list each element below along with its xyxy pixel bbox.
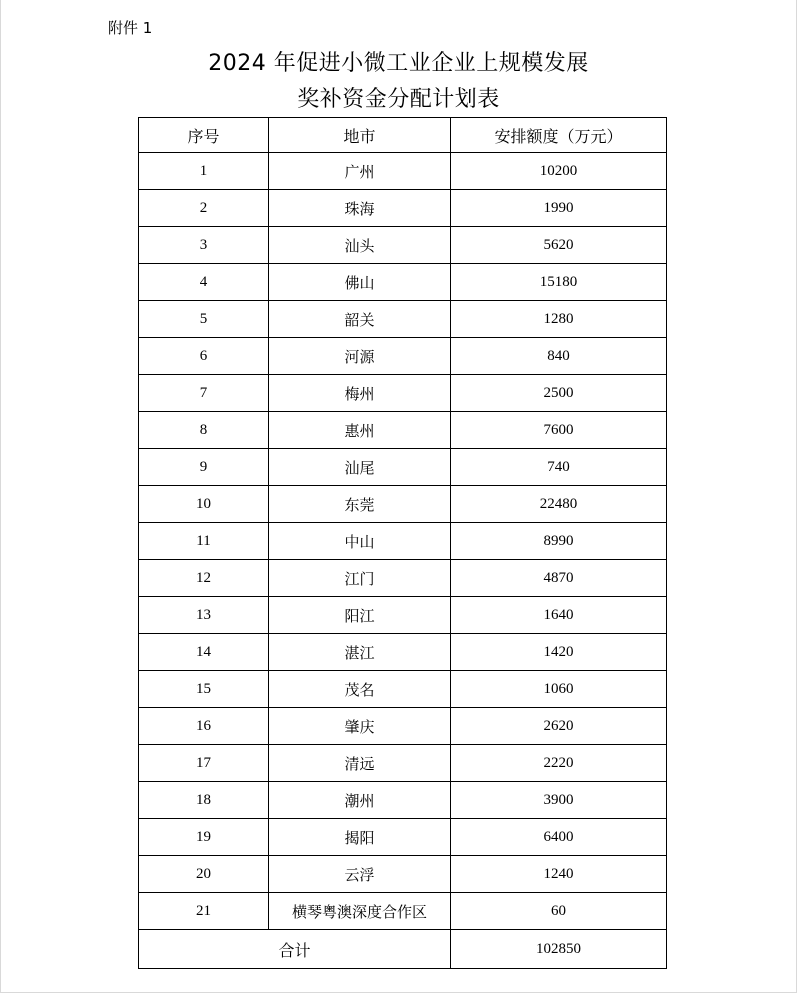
row-serial-number: 3 — [139, 227, 269, 264]
row-amount: 10200 — [451, 153, 667, 190]
table-row — [139, 227, 667, 264]
table-row — [139, 523, 667, 560]
header-serial-number: 序号 — [139, 118, 269, 153]
table-header-row — [139, 118, 667, 153]
row-amount: 8990 — [451, 523, 667, 560]
row-amount: 1420 — [451, 634, 667, 671]
row-serial-number: 11 — [139, 523, 269, 560]
row-serial-number: 14 — [139, 634, 269, 671]
row-serial-number: 13 — [139, 597, 269, 634]
row-city: 潮州 — [269, 782, 451, 819]
table-row — [139, 375, 667, 412]
table-row — [139, 412, 667, 449]
row-amount: 4870 — [451, 560, 667, 597]
row-serial-number: 17 — [139, 745, 269, 782]
row-amount: 1280 — [451, 301, 667, 338]
row-serial-number: 20 — [139, 856, 269, 893]
table-row — [139, 301, 667, 338]
row-amount: 2500 — [451, 375, 667, 412]
row-amount: 6400 — [451, 819, 667, 856]
row-city: 云浮 — [269, 856, 451, 893]
row-serial-number: 1 — [139, 153, 269, 190]
row-city: 清远 — [269, 745, 451, 782]
row-serial-number: 4 — [139, 264, 269, 301]
table-row — [139, 597, 667, 634]
row-serial-number: 8 — [139, 412, 269, 449]
row-amount: 1060 — [451, 671, 667, 708]
table-row — [139, 856, 667, 893]
row-serial-number: 18 — [139, 782, 269, 819]
table-body — [139, 153, 667, 969]
document-title-line-1: 2024 年促进小微工业企业上规模发展 — [208, 51, 589, 76]
row-serial-number: 15 — [139, 671, 269, 708]
row-amount: 2220 — [451, 745, 667, 782]
row-amount: 22480 — [451, 486, 667, 523]
row-city: 汕头 — [269, 227, 451, 264]
row-amount: 1240 — [451, 856, 667, 893]
total-label: 合计 — [139, 930, 451, 969]
row-serial-number: 2 — [139, 190, 269, 227]
attachment-label: 附件 1 — [108, 19, 153, 37]
row-serial-number: 12 — [139, 560, 269, 597]
document-title-line-2: 奖补资金分配计划表 — [297, 87, 500, 112]
row-city: 河源 — [269, 338, 451, 375]
table-row — [139, 819, 667, 856]
row-amount: 2620 — [451, 708, 667, 745]
row-serial-number: 5 — [139, 301, 269, 338]
row-amount: 740 — [451, 449, 667, 486]
row-amount: 840 — [451, 338, 667, 375]
row-amount: 15180 — [451, 264, 667, 301]
table-row — [139, 338, 667, 375]
row-serial-number: 9 — [139, 449, 269, 486]
table-row — [139, 560, 667, 597]
row-city: 东莞 — [269, 486, 451, 523]
row-city: 汕尾 — [269, 449, 451, 486]
table-row — [139, 745, 667, 782]
table-total-row — [139, 930, 667, 969]
row-serial-number: 16 — [139, 708, 269, 745]
header-amount: 安排额度（万元） — [451, 118, 667, 153]
table-row — [139, 449, 667, 486]
row-serial-number: 7 — [139, 375, 269, 412]
row-amount: 1640 — [451, 597, 667, 634]
row-city: 江门 — [269, 560, 451, 597]
row-serial-number: 21 — [139, 893, 269, 930]
row-amount: 60 — [451, 893, 667, 930]
row-amount: 7600 — [451, 412, 667, 449]
table-row — [139, 153, 667, 190]
total-amount: 102850 — [451, 930, 667, 969]
row-city: 肇庆 — [269, 708, 451, 745]
row-city: 湛江 — [269, 634, 451, 671]
allocation-table — [138, 117, 667, 969]
row-amount: 3900 — [451, 782, 667, 819]
row-city: 阳江 — [269, 597, 451, 634]
table-row — [139, 634, 667, 671]
table-row — [139, 264, 667, 301]
table-row — [139, 708, 667, 745]
row-city: 茂名 — [269, 671, 451, 708]
row-serial-number: 19 — [139, 819, 269, 856]
row-city: 中山 — [269, 523, 451, 560]
row-city: 梅州 — [269, 375, 451, 412]
row-city: 珠海 — [269, 190, 451, 227]
table-row — [139, 486, 667, 523]
row-amount: 1990 — [451, 190, 667, 227]
row-city: 广州 — [269, 153, 451, 190]
row-city: 佛山 — [269, 264, 451, 301]
table-row — [139, 671, 667, 708]
header-city: 地市 — [269, 118, 451, 153]
row-amount: 5620 — [451, 227, 667, 264]
row-serial-number: 6 — [139, 338, 269, 375]
row-city: 惠州 — [269, 412, 451, 449]
table-row — [139, 190, 667, 227]
row-city: 横琴粤澳深度合作区 — [269, 893, 451, 930]
table-row — [139, 893, 667, 930]
row-city: 揭阳 — [269, 819, 451, 856]
table-row — [139, 782, 667, 819]
row-city: 韶关 — [269, 301, 451, 338]
row-serial-number: 10 — [139, 486, 269, 523]
